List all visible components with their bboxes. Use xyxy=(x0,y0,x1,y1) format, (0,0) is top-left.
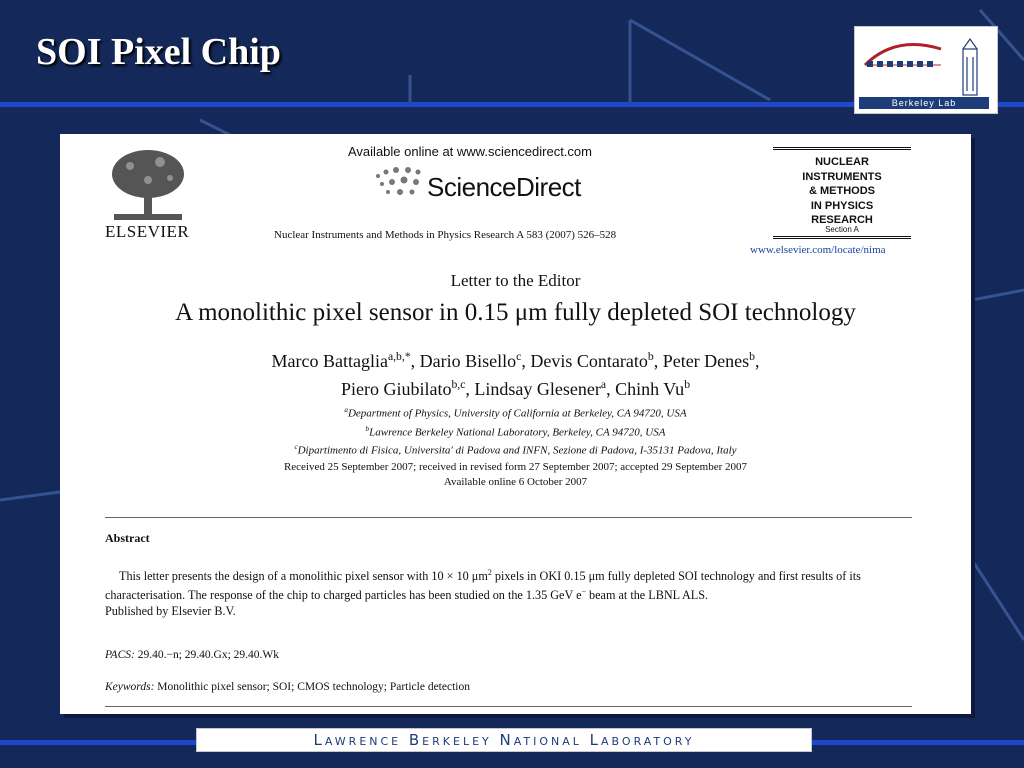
nima-section: Section A xyxy=(825,225,859,234)
author-name: Devis Contarato xyxy=(530,351,648,371)
affiliation-c: $^c$Dipartimento di Fisica, Universita' di Padova and INFN, Sezione di Padova, I-35131 Padova, Italy xyxy=(294,443,737,457)
journal-citation: Nuclear Instruments and Methods in Physics Research A 583 (2007) 526–528 xyxy=(274,229,617,241)
paper-title: A monolithic pixel sensor in 0.15 μm fully depleted SOI technology xyxy=(175,299,856,326)
abstract-text: This letter presents the design of a monolithic pixel sensor with 10 × 10 $\mu m^2$ pixels in OKI 0.15 μm fully depleted SOI technology and first results of its characterisation. The response of the chip to charged particles has been studied on the 1.35 GeV e− beam at the LBNL ALS. xyxy=(105,568,861,603)
available-online-text: Available online at www.sciencedirect.com xyxy=(348,144,592,159)
author-name: Chinh Vu xyxy=(615,379,685,399)
author-affiliation-mark: b xyxy=(749,350,755,363)
author-affiliation-mark: b,c xyxy=(451,378,466,391)
author-list xyxy=(60,345,971,401)
author-affiliation-mark: c xyxy=(516,350,522,363)
author-affiliation-mark: a,b,* xyxy=(387,350,411,363)
author-name: Marco Battaglia xyxy=(271,351,388,371)
pacs-line: PACS: 29.40.−n; 29.40.Gx; 29.40.Wk xyxy=(105,649,279,661)
abstract-heading: Abstract xyxy=(105,531,150,545)
footer-rule xyxy=(105,706,912,707)
author-name: Lindsay Glesener xyxy=(474,379,601,399)
author-affiliation-mark: a xyxy=(600,378,607,391)
author-affiliation-mark: b xyxy=(647,350,654,363)
journal-url-link[interactable]: www.elsevier.com/locate/nima xyxy=(750,244,886,256)
sciencedirect-dots-icon xyxy=(372,166,424,202)
berkeley-lab-logo-label: Berkeley Lab xyxy=(859,97,989,109)
publisher-name: ELSEVIER xyxy=(105,222,190,241)
published-by: Published by Elsevier B.V. xyxy=(105,604,236,619)
keywords-line: Keywords: Monolithic pixel sensor; SOI; CMOS technology; Particle detection xyxy=(105,681,470,693)
received-line: Received 25 September 2007; received in revised form 27 September 2007; accepted 29 September 2007 xyxy=(283,461,748,473)
available-online-date: Available online 6 October 2007 xyxy=(443,476,588,488)
berkeley-lab-logo xyxy=(854,26,998,114)
nima-title: NUCLEAR INSTRUMENTS & METHODS IN PHYSICS RESEARCH xyxy=(802,156,882,226)
sciencedirect-wordmark: ScienceDirect xyxy=(427,172,581,202)
elsevier-tree-icon xyxy=(108,146,188,222)
affiliations xyxy=(60,403,971,459)
lbnl-footer-banner: Lawrence Berkeley National Laboratory xyxy=(196,728,812,752)
paper-page xyxy=(60,134,971,714)
author-name: Peter Denes xyxy=(662,351,750,371)
header-rule xyxy=(105,517,912,518)
received-dates xyxy=(60,460,971,490)
slide-title: SOI Pixel Chip xyxy=(36,31,281,73)
nima-journal-box xyxy=(773,147,911,239)
letter-label: Letter to the Editor xyxy=(450,271,581,290)
affiliation-b: $^b$Lawrence Berkeley National Laboratory, Berkeley, CA 94720, USA xyxy=(365,424,666,439)
author-name: Piero Giubilato xyxy=(340,379,452,399)
author-line-2: Piero Giubilato$^{b,c}$, Lindsay Glesener$^a$, Chinh Vu$^b$ xyxy=(340,378,691,399)
berkeley-lab-logo-icon xyxy=(855,27,997,97)
affiliation-a: $^a$Department of Physics, University of California at Berkeley, CA 94720, USA xyxy=(344,406,687,420)
author-name: Dario Bisello xyxy=(419,351,517,371)
author-line-1: Marco Battaglia$^{a,b,*}$, Dario Bisello$^c$, Devis Contarato$^b$, Peter Denes$^b$, xyxy=(271,350,760,371)
author-affiliation-mark: b xyxy=(684,378,691,391)
abstract-body xyxy=(105,565,913,619)
